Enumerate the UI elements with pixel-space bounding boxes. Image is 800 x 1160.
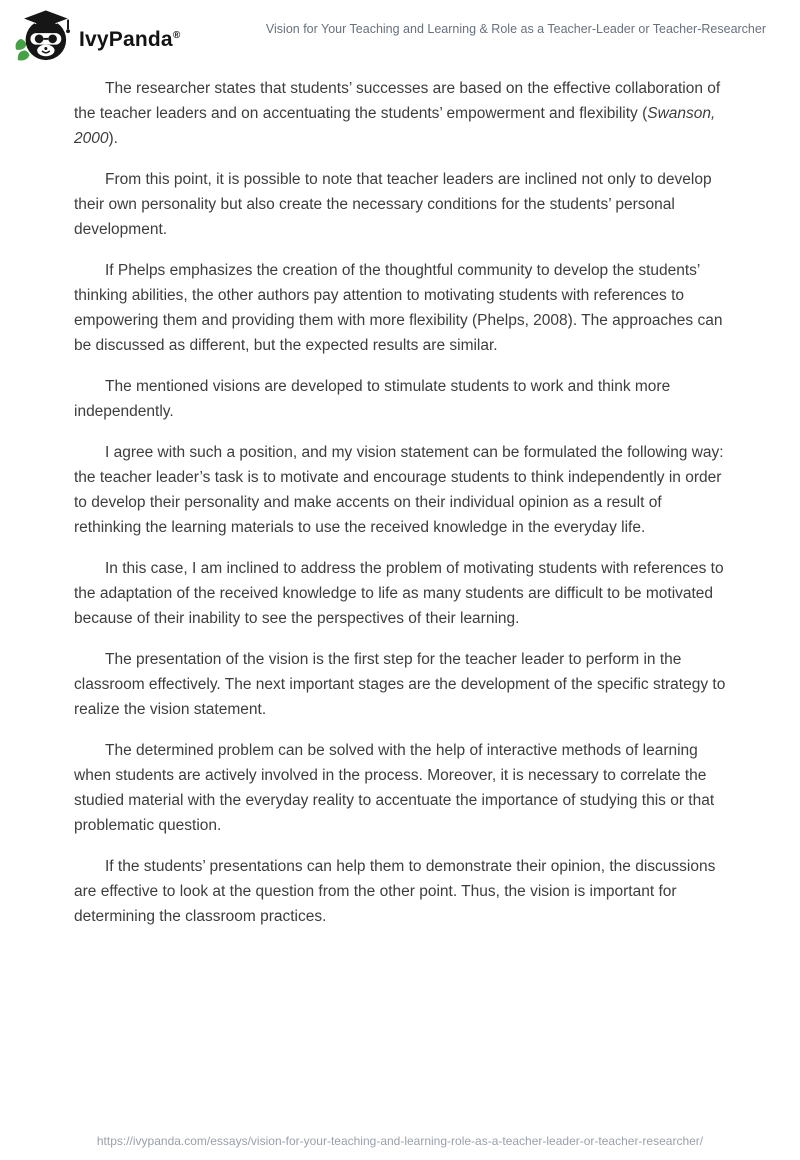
paragraph (74, 258, 726, 358)
paragraph (74, 854, 726, 929)
paragraph (74, 76, 726, 151)
paragraph-text: The determined problem can be solved with the help of interactive methods of learning when students are actively involved in the process. Moreover, it is necessary to correlate the studied material with the everyday reality to accentuate the importance of studying this or that problematic question. (74, 742, 715, 834)
page-footer (0, 1134, 800, 1148)
paragraph (74, 647, 726, 722)
paragraph-text: If Phelps emphasizes the creation of the thoughtful community to develop the students’ thinking abilities, the other authors pay attention to motivating students with references to empowering them and providing them with more flexibility (Phelps, 2008). The approaches can be discussed as different, but the expected results are similar. (74, 262, 723, 354)
brand (14, 8, 180, 67)
paragraph-text: I agree with such a position, and my vision statement can be formulated the following way: the teacher leader’s task is to motivate and encourage students to think independently in order to develop their personality and make accents on their individual opinion as a result of rethinking the learning materials to use the received knowledge in the everyday life. (74, 444, 724, 536)
document-body (0, 62, 800, 929)
paragraph-text: ). (108, 130, 118, 147)
footer-url: https://ivypanda.com/essays/vision-for-your-teaching-and-learning-role-as-a-teacher-leader-or-teacher-researcher/ (96, 1134, 704, 1148)
paragraph-text: The presentation of the vision is the first step for the teacher leader to perform in the classroom effectively. The next important stages are the development of the specific strategy to realize the vision statement. (74, 651, 726, 718)
paragraph (74, 440, 726, 540)
paragraph-text: In this case, I am inclined to address the problem of motivating students with references to the adaptation of the received knowledge to life as many students are difficult to be motivated because of their inability to see the perspectives of their learning. (74, 560, 724, 627)
paragraph-text: If the students’ presentations can help them to demonstrate their opinion, the discussions are effective to look at the question from the other point. Thus, the vision is important for determining the classroom practices. (74, 858, 716, 925)
paragraph-text: From this point, it is possible to note that teacher leaders are inclined not only to develop their own personality but also create the necessary conditions for the students’ personal development. (74, 171, 712, 238)
page-header (0, 0, 800, 62)
paragraph (74, 374, 726, 424)
paragraph-text: Swanson, 2000 (74, 105, 716, 147)
ivypanda-logo-icon (14, 8, 70, 67)
paragraph (74, 556, 726, 631)
paragraph-text: The researcher states that students’ successes are based on the effective collaboration of the teacher leaders and on accentuating the students’ empowerment and flexibility ( (74, 80, 721, 122)
paragraph (74, 167, 726, 242)
document-title: Vision for Your Teaching and Learning & Role as a Teacher-Leader or Teacher-Researcher (265, 22, 766, 36)
paragraph-text: The mentioned visions are developed to stimulate students to work and think more independently. (74, 378, 671, 420)
paragraph-list (74, 76, 726, 929)
brand-name: IvyPanda® (79, 27, 181, 51)
registered-mark: ® (172, 29, 181, 41)
paragraph (74, 738, 726, 838)
